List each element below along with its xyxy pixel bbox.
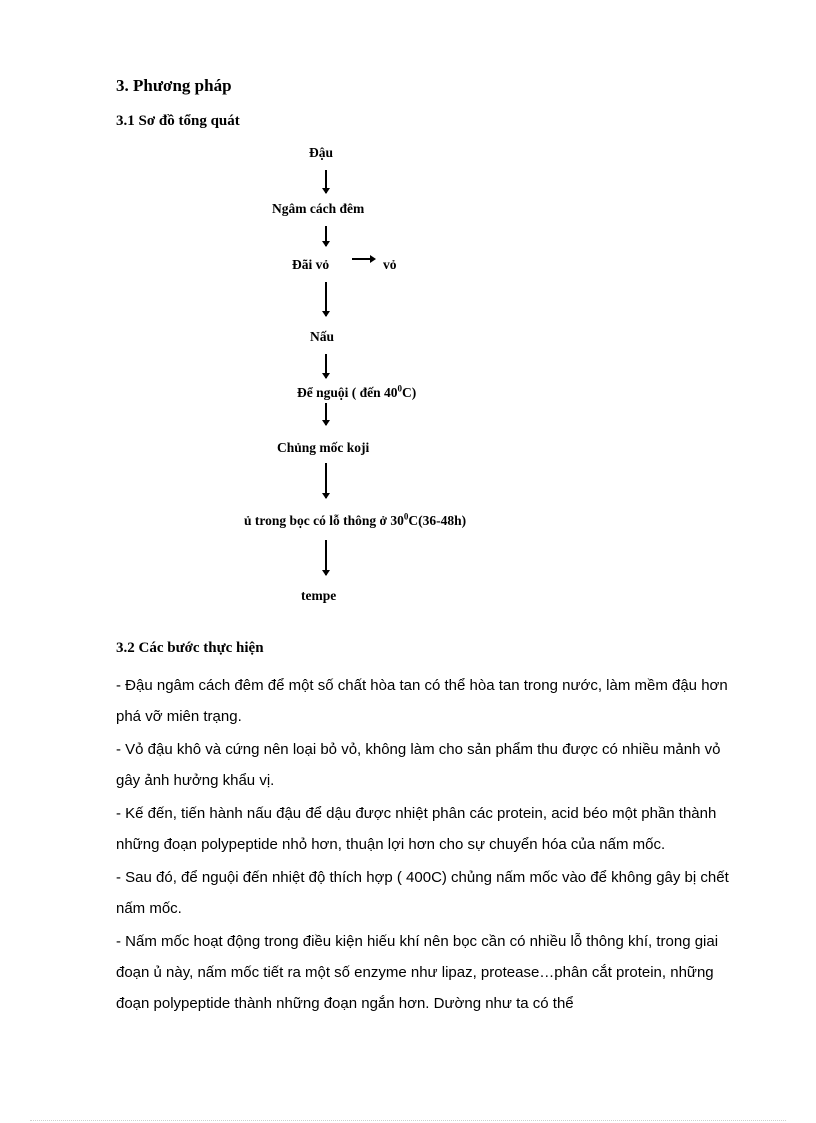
flow-side-hulls: vỏ [383, 257, 397, 272]
flow-step-incubate: ủ trong bọc có lỗ thông ở $30^0C(36-48h)$ [244, 511, 467, 528]
paragraph: - Đậu ngâm cách đêm để một số chất hòa tan có thể hòa tan trong nước, làm mềm đậu hơn phá vỡ miên trạng. [116, 677, 728, 725]
flow-arrow-down [325, 170, 327, 193]
flow-arrow-down [325, 282, 327, 316]
section-heading: 3. Phương pháp [116, 76, 232, 95]
flow-arrow-down [325, 354, 327, 378]
paragraph: - Vỏ đậu khô và cứng nên loại bỏ vỏ, không làm cho sản phẩm thu được có nhiều mảnh vỏ gây ảnh hưởng khẩu vị. [116, 741, 721, 789]
subsection-heading-flowchart: 3.1 Sơ đồ tổng quát [116, 113, 240, 129]
flow-step-beans: Đậu [309, 145, 334, 160]
flow-step-soak: Ngâm cách đêm [272, 201, 365, 216]
flow-step-cook: Nấu [310, 329, 335, 344]
flow-step-inoculate: Chủng mốc koji [277, 440, 370, 455]
page-bottom-rule [30, 1120, 786, 1121]
subsection-heading-steps: 3.2 Các bước thực hiện [116, 640, 264, 656]
flow-arrow-right [352, 258, 374, 260]
paragraph: - Sau đó, để nguội đến nhiệt độ thích hợp ( 400C) chủng nấm mốc vào để không gây bị chết nấm mốc. [116, 869, 729, 917]
flow-arrow-down [325, 540, 327, 575]
steps-body [116, 670, 746, 1021]
flow-arrow-down [325, 226, 327, 246]
flow-arrow-down [325, 403, 327, 425]
flow-arrow-down [325, 463, 327, 498]
paragraph: - Kế đến, tiến hành nấu đậu để dậu được nhiệt phân các protein, acid béo một phần thành những đoạn polypeptide nhỏ hơn, thuận lợi hơn cho sự chuyển hóa của nấm mốc. [116, 805, 717, 853]
flow-step-dehull: Đãi vỏ [292, 257, 330, 272]
flow-step-tempe: tempe [301, 588, 337, 603]
paragraph: - Nấm mốc hoạt động trong điều kiện hiếu khí nên bọc cần có nhiều lỗ thông khí, trong giai đoạn ủ này, nấm mốc tiết ra một số enzyme như lipaz, protease…phân cắt protein, những đoạn polypeptide thành những đoạn ngắn hơn. Dường như ta có thể [116, 933, 719, 1012]
flow-step-cool: Để nguội ( đến $40^0C$) [297, 383, 417, 400]
